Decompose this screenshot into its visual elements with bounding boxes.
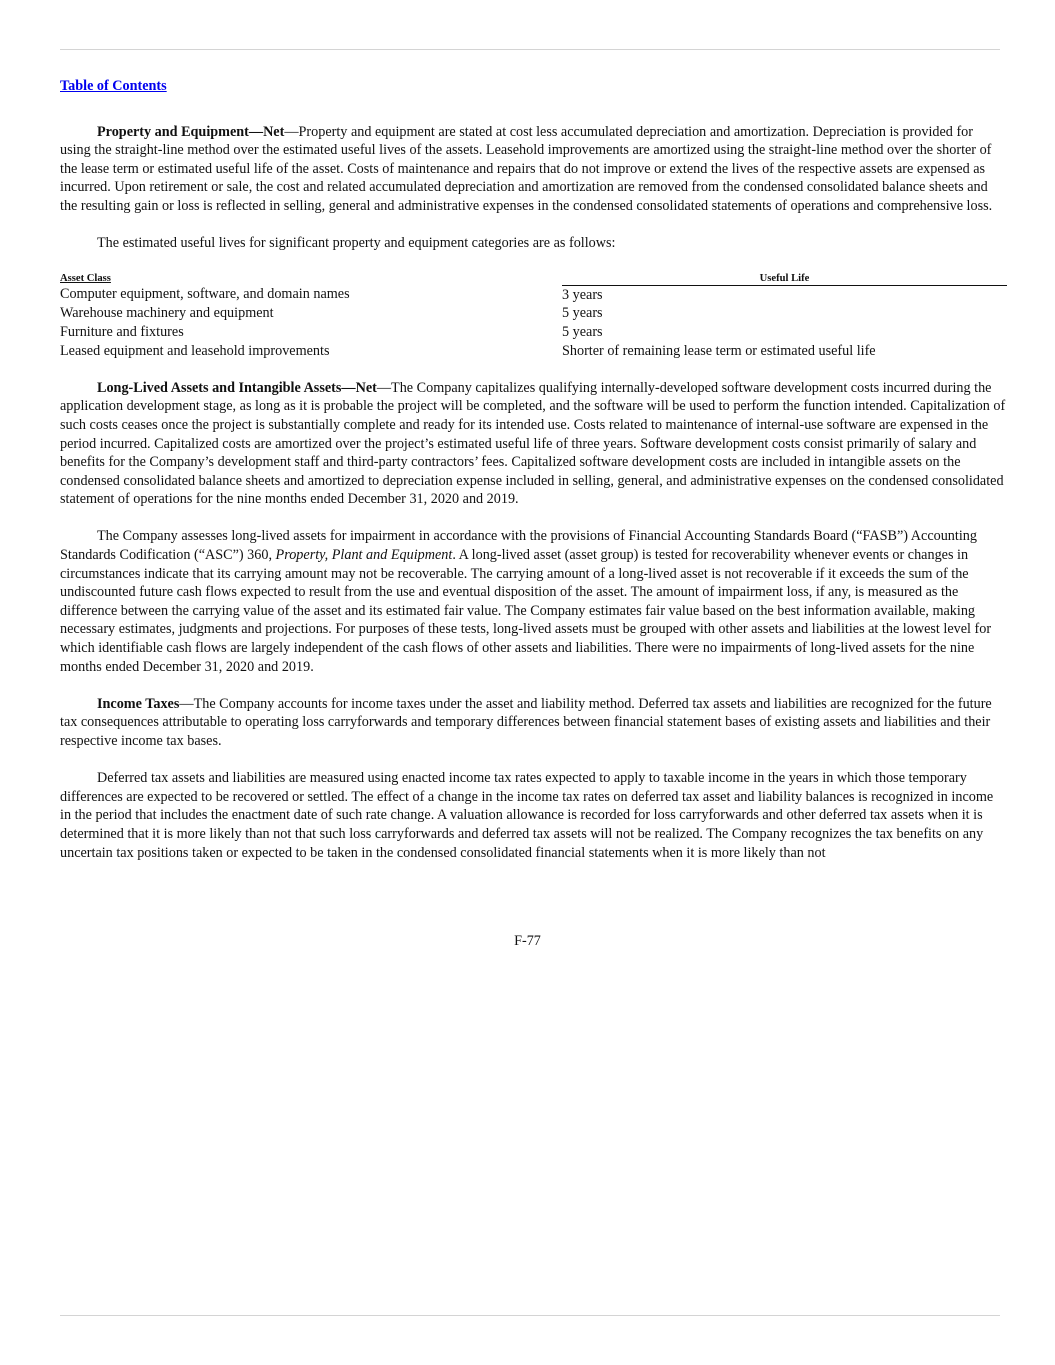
income-taxes-body: —The Company accounts for income taxes under the asset and liability method. Deferred tax assets and liabilities are recognized for the future tax consequences attributable to operating loss carryforwards and temporary differences between financial statement bases of existing assets and liabilities and their respective income tax bases.: [60, 695, 992, 749]
ppe-paragraph: [60, 123, 1007, 216]
table-row: [60, 304, 1007, 323]
income-taxes-paragraph: [60, 695, 1007, 751]
document-body: [60, 77, 1007, 862]
table-row: [60, 323, 1007, 342]
ppe-heading: Property and Equipment—Net: [97, 123, 285, 140]
useful-lives-table: [60, 272, 1007, 360]
asset-class-cell: Leased equipment and leasehold improvements: [60, 342, 330, 359]
impairment-paragraph: The Company assesses long-lived assets for impairment in accordance with the provisions of Financial Accounting Standards Board (“FASB”) Accounting Standards Codification (“ASC”) 360, Property, Plant and Equipment. A long-lived asset (asset group) is tested for recoverability whenever events or changes in circumstances indicate that its carrying amount may not be recoverable. The carrying amount of a long-lived asset is not recoverable if it exceeds the sum of the undiscounted future cash flows expected to result from the use and eventual disposition of the asset. The amount of impairment loss, if any, is measured as the difference between the carrying value of the asset and its estimated fair value. The Company estimates fair value based on the best information available, making necessary estimates, judgments and projections. For purposes of these tests, long-lived assets must be grouped with other assets and liabilities at the lowest level for which identifiable cash flows are largely independent of the cash flows of other assets and liabilities. There were no impairments of long-lived assets for the nine months ended December 31, 2020 and 2019.: [60, 528, 992, 675]
top-divider: [60, 49, 1000, 50]
table-row: [60, 342, 1007, 361]
income-taxes-heading: Income Taxes: [97, 695, 180, 712]
table-row: [60, 285, 1007, 304]
useful-life-cell: Shorter of remaining lease term or estimated useful life: [562, 342, 876, 359]
useful-lives-intro: The estimated useful lives for significant property and equipment categories are as follows:: [97, 235, 616, 252]
useful-life-cell: 5 years: [562, 323, 603, 340]
useful-life-cell: 5 years: [562, 305, 603, 322]
deferred-tax-paragraph: Deferred tax assets and liabilities are measured using enacted income tax rates expected to apply to taxable income in the years in which those temporary differences are expected to be recovered or settled. The effect of a change in the income tax rates on deferred tax asset and liability balances is recognized in income in the period that includes the enactment date of such rate change. A valuation allowance is recorded for loss carryforwards and other deferred tax assets when it is determined that it is more likely than not that such loss carryforwards and deferred tax assets will not be realized. The Company recognizes the tax benefits on any uncertain tax positions taken or expected to be taken in the condensed consolidated financial statements when it is more likely than not: [60, 770, 994, 861]
ppe-body: —Property and equipment are stated at cost less accumulated depreciation and amortization. Depreciation is provided for using the straight-line method over the estimated useful lives of the assets. Leasehold improvements are amortized using the straight-line method over the shorter of the lease term or estimated useful life of the asset. Costs of maintenance and repairs that do not improve or extend the lives of the respective assets are expensed as incurred. Upon retirement or sale, the cost and related accumulated depreciation and amortization are removed from the condensed consolidated balance sheets and the resulting gain or loss is reflected in selling, general and administrative expenses in the condensed consolidated statements of operations and comprehensive loss.: [60, 123, 993, 214]
asset-class-header: Asset Class: [60, 273, 111, 285]
asset-class-cell: Warehouse machinery and equipment: [60, 305, 274, 322]
asset-class-cell: Computer equipment, software, and domain names: [60, 286, 350, 303]
bottom-divider: [60, 1315, 1000, 1316]
page-number: F-77: [514, 933, 541, 949]
useful-life-header: Useful Life: [562, 272, 1007, 286]
useful-life-cell: 3 years: [562, 286, 603, 303]
long-lived-heading: Long-Lived Assets and Intangible Assets—Net: [97, 379, 377, 396]
asc-360-title: Property, Plant and Equipment: [275, 547, 453, 564]
table-of-contents-link[interactable]: Table of Contents: [60, 78, 167, 94]
long-lived-body: —The Company capitalizes qualifying internally-developed software development costs incurred during the application development stage, as long as it is probable the project will be completed, and the software will be used to perform the function intended. Capitalization of such costs ceases once the project is substantially complete and ready for its intended use. Costs related to maintenance of internal-use software are expensed in the period incurred. Capitalized costs are amortized over the project’s estimated useful life of three years. Software development costs consist primarily of salary and benefits for the Company’s development staff and third-party contractors’ fees. Capitalized software development costs are included in intangible assets on the condensed consolidated balance sheets and amortized to depreciation expense included in selling, general, and administrative expenses on the condensed consolidated statement of operations for the nine months ended December 31, 2020 and 2019.: [60, 379, 1006, 508]
table-header-row: [60, 272, 1007, 286]
long-lived-paragraph: [60, 379, 1007, 509]
asset-class-cell: Furniture and fixtures: [60, 323, 184, 340]
